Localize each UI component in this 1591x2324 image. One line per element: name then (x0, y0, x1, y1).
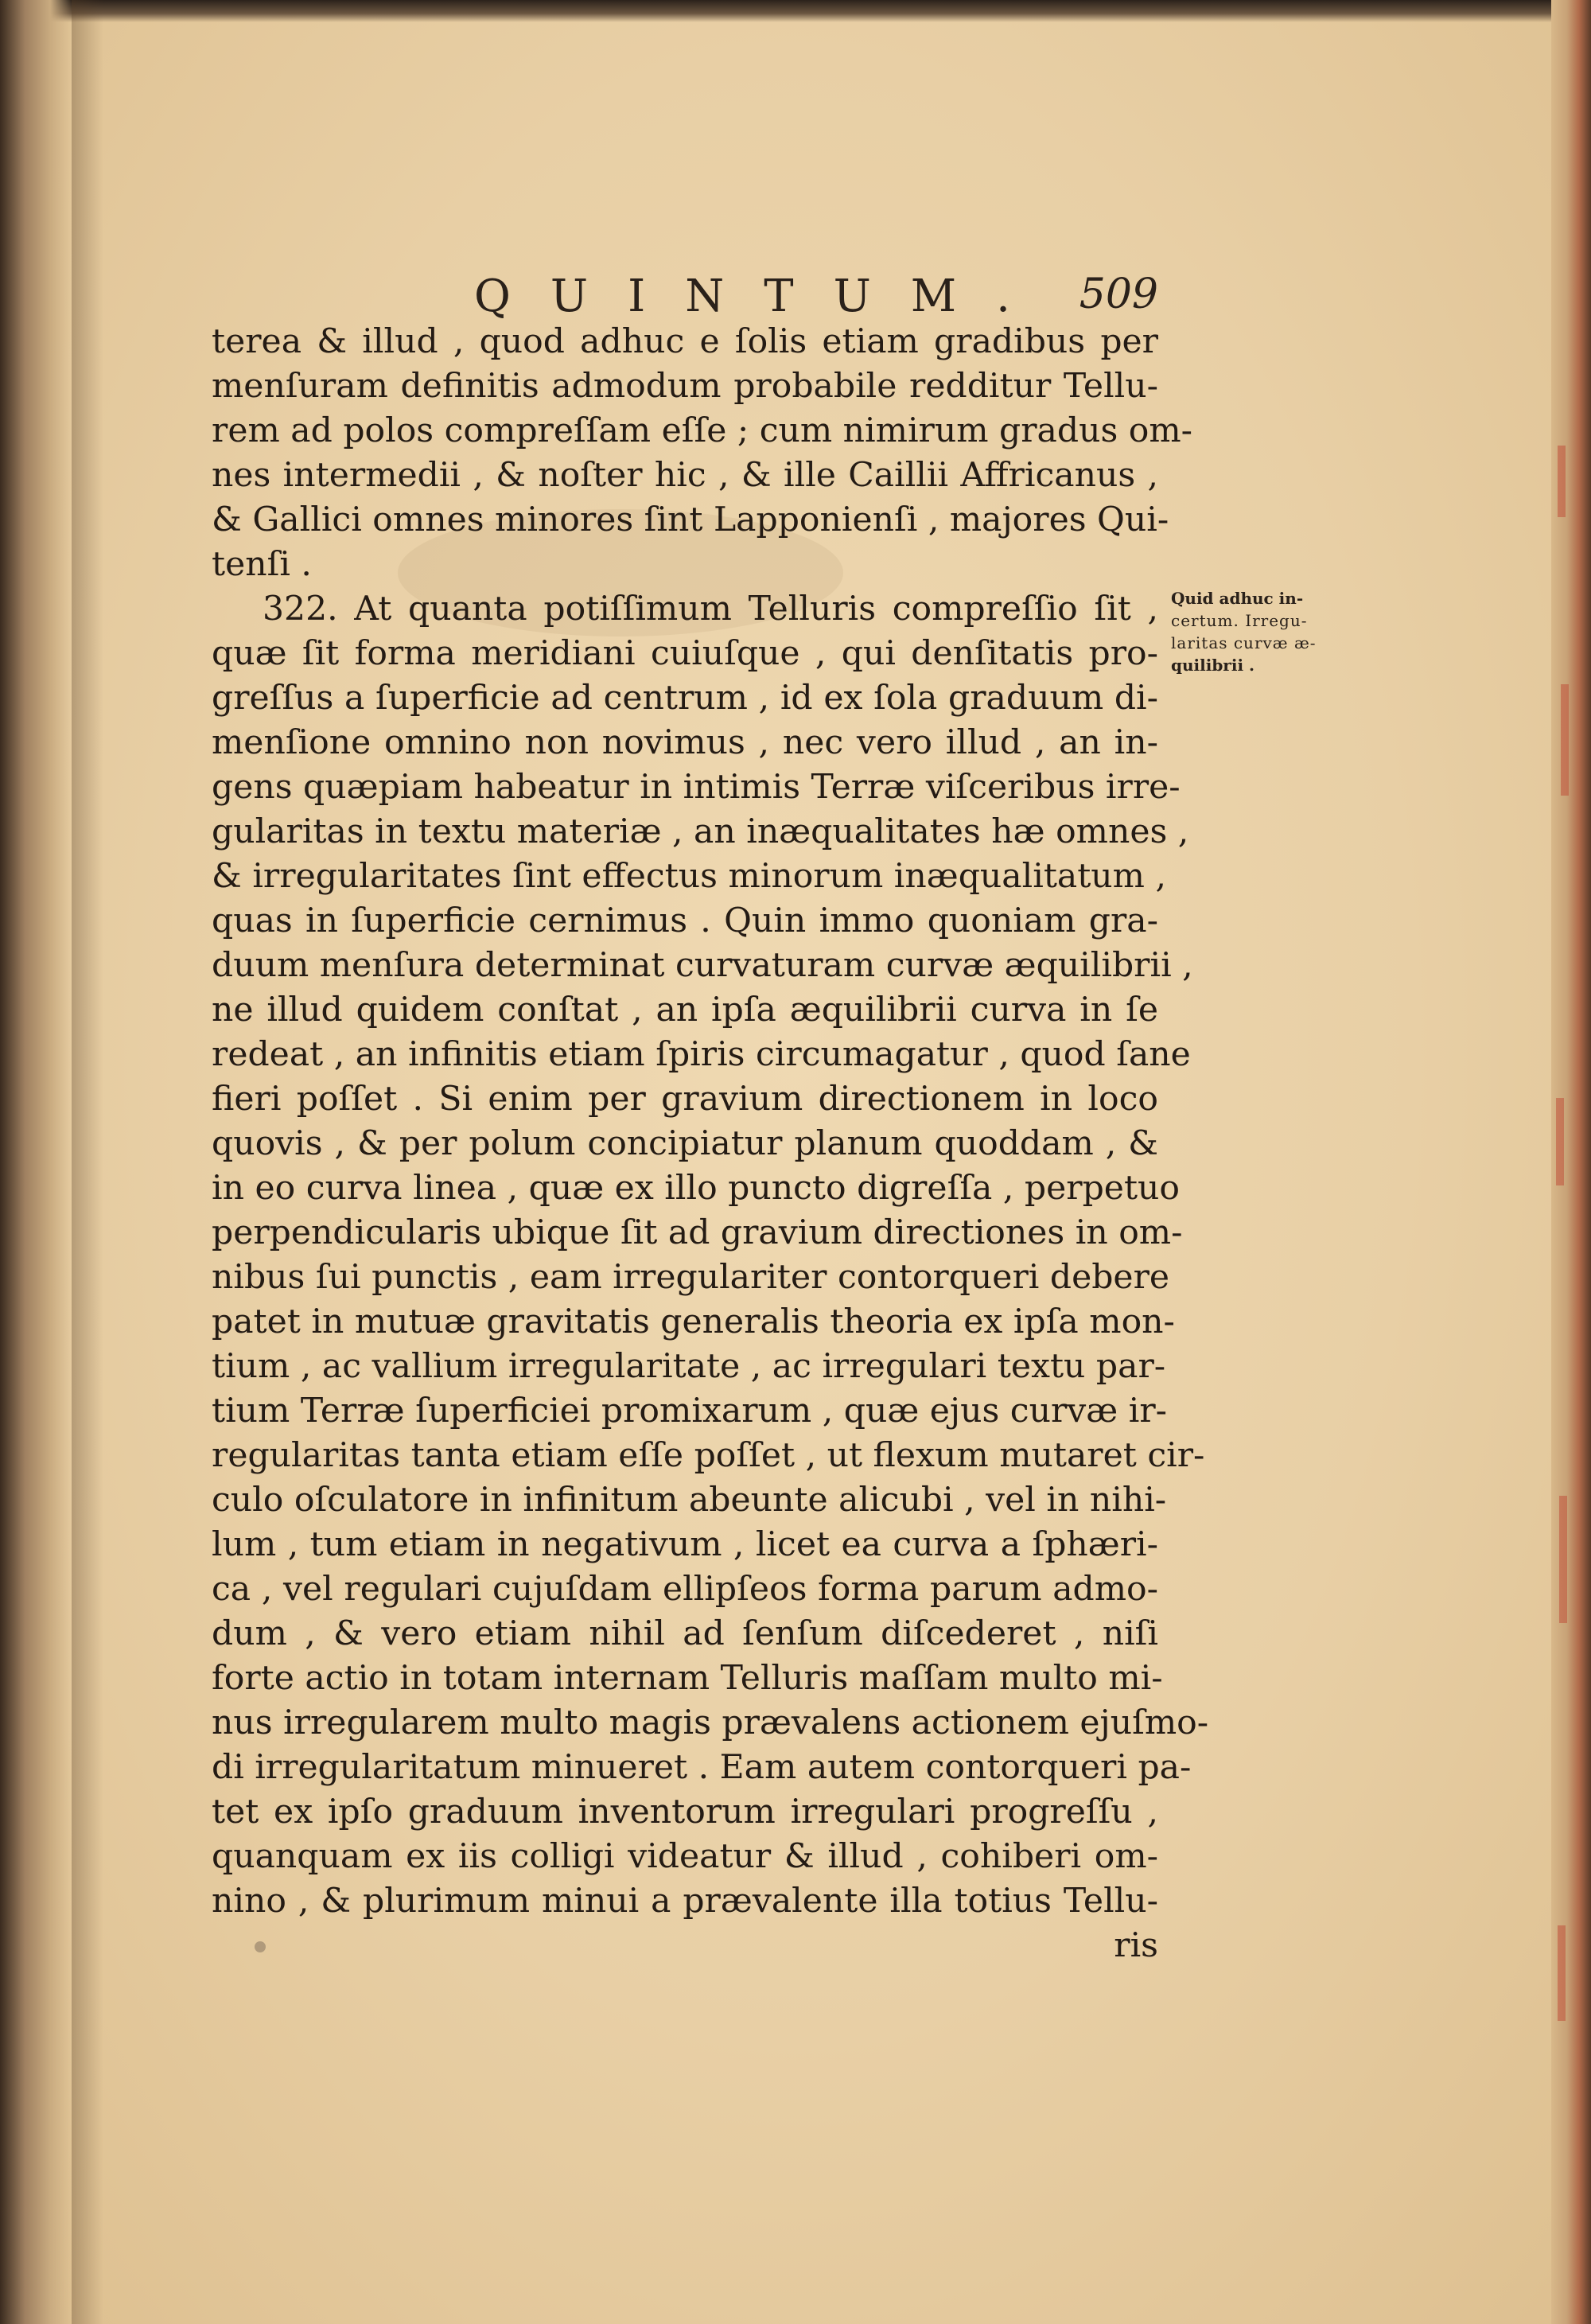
text-line: gularitas in textu materiæ , an inæqualitates hæ omnes , (212, 812, 1189, 851)
text-line: patet in mutuæ gravitatis generalis theoria ex ipſa mon- (212, 1302, 1175, 1341)
fore-edge-red-fleck (1558, 446, 1566, 517)
marginal-note (1171, 587, 1338, 676)
marginal-note-line: quilibrii . (1171, 656, 1255, 675)
text-line: quæ ſit forma meridiani cuiuſque , qui denſitatis pro- (212, 634, 1158, 673)
text-line: nino , & plurimum minui a prævalente illa totius Tellu- (212, 1882, 1158, 1921)
text-line: tium , ac vallium irregularitate , ac irregulari textu par- (212, 1347, 1166, 1386)
gutter-shadow (72, 0, 103, 2324)
body-text (212, 320, 1209, 1968)
running-title: QUINTUM. (474, 271, 1050, 322)
marginal-note-line: certum. Irregu- (1171, 611, 1308, 630)
text-line: perpendicularis ubique ſit ad gravium directiones in om- (212, 1213, 1183, 1252)
text-line: di irregularitatum minueret . Eam autem contorqueri pa- (212, 1748, 1192, 1787)
fore-edge-red-fleck (1559, 1496, 1567, 1623)
text-line: rem ad polos compreſſam eſſe ; cum nimirum gradus om- (212, 411, 1193, 450)
text-line: in eo curva linea , quæ ex illo puncto digreſſa , perpetuo (212, 1169, 1180, 1208)
text-line: quanquam ex iis colligi videatur & illud , cohiberi om- (212, 1837, 1158, 1876)
page-top-edge (0, 0, 1591, 22)
text-line: greſſus a ſuperficie ad centrum , id ex ſola graduum di- (212, 679, 1158, 718)
text-line: ne illud quidem conſtat , an ipſa æquilibrii curva in ſe (212, 991, 1158, 1030)
catchword: ris (1114, 1926, 1158, 1965)
binding-gutter (0, 0, 72, 2324)
text-line: gens quæpiam habeatur in intimis Terræ viſceribus irre- (212, 768, 1181, 807)
text-line: tium Terræ ſuperficiei promixarum , quæ ejus curvæ ir- (212, 1392, 1168, 1431)
text-line: regularitas tanta etiam eſſe poſſet , ut flexum mutaret cir- (212, 1436, 1205, 1475)
text-line: dum , & vero etiam nihil ad ſenſum diſcederet , niſi (212, 1614, 1158, 1653)
fore-edge-red-fleck (1558, 1925, 1566, 2021)
text-line: lum , tum etiam in negativum , licet ea curva a ſphæri- (212, 1525, 1158, 1564)
text-line: quas in ſuperficie cernimus . Quin immo quoniam gra- (212, 901, 1158, 940)
text-line: & Gallici omnes minores ſint Lapponienſi , majores Qui- (212, 500, 1169, 539)
paragraph-start-line: 322. At quanta potiſſimum Telluris compreſſio ſit , (263, 590, 1158, 629)
text-line: menſione omnino non novimus , nec vero illud , an in- (212, 723, 1158, 762)
marginal-note-line: laritas curvæ æ- (1171, 633, 1317, 652)
text-line: tenſi . (212, 545, 312, 584)
text-line: duum menſura determinat curvaturam curvæ æquilibrii , (212, 946, 1193, 985)
fore-edge-red-fleck (1561, 684, 1569, 796)
text-line: menſuram definitis admodum probabile redditur Tellu- (212, 367, 1158, 406)
text-line: quovis , & per polum concipiatur planum quoddam , & (212, 1124, 1158, 1163)
text-line: nus irregularem multo magis prævalens actionem ejuſmo- (212, 1703, 1209, 1742)
text-line: & irregularitates ſint effectus minorum inæqualitatum , (212, 857, 1167, 896)
text-line: ca , vel regulari cujuſdam ellipſeos forma parum admo- (212, 1570, 1158, 1609)
marginal-note-line: Quid adhuc in- (1171, 589, 1304, 608)
text-line: tet ex ipſo graduum inventorum irregulari progreſſu , (212, 1793, 1158, 1832)
text-line: culo oſculatore in infinitum abeunte alicubi , vel in nihi- (212, 1481, 1167, 1520)
text-line: nibus ſui punctis , eam irregulariter contorqueri debere (212, 1258, 1170, 1297)
text-line: nes intermedii , & noſter hic , & ille Caillii Affricanus , (212, 456, 1158, 495)
text-line: redeat , an infinitis etiam ſpiris circumagatur , quod ſane (212, 1035, 1191, 1074)
text-line: fieri poſſet . Si enim per gravium directionem in loco (212, 1080, 1158, 1119)
fore-edge-red-fleck (1556, 1098, 1564, 1185)
text-line: terea & illud , quod adhuc e ſolis etiam gradibus per (212, 322, 1158, 361)
page-number: 509 (1079, 271, 1158, 318)
text-line: forte actio in totam internam Telluris maſſam multo mi- (212, 1659, 1163, 1698)
